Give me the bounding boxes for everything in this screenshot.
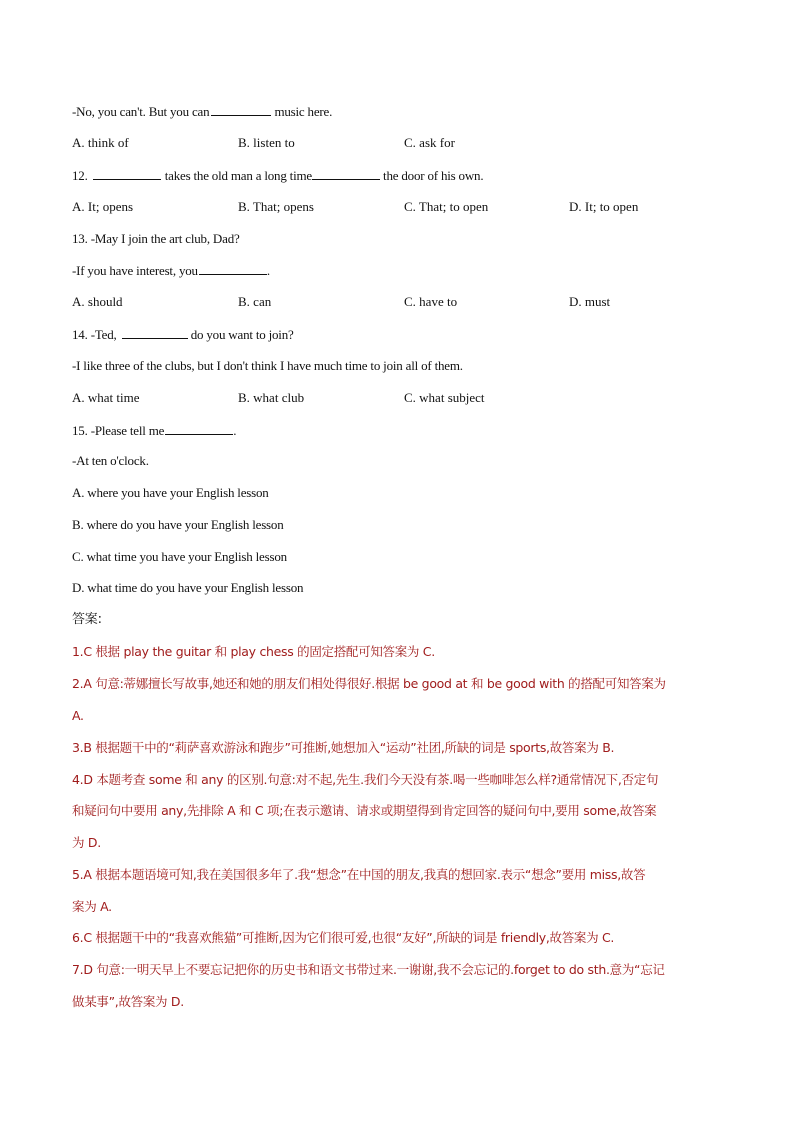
answer-line: 1.C 根据 play the guitar 和 play chess 的固定搭配可知答案为 C. — [72, 644, 435, 659]
answer-line: A. — [72, 708, 84, 723]
q13-option-a: A. should — [72, 294, 123, 309]
q13-response — [72, 262, 270, 279]
q11-option-a: A. think of — [72, 135, 129, 150]
q14-response: -I like three of the clubs, but I don't think I have much time to join all of them. — [72, 358, 463, 373]
q13-response-end: . — [266, 263, 270, 278]
q12-option-b: B. That; opens — [238, 199, 314, 214]
answer-line: 3.B 根据题干中的“莉萨喜欢游泳和跑步”可推断,她想加入“运动”社团,所缺的词是 sports,故答案为 B. — [72, 740, 615, 755]
q14-option-a: A. what time — [72, 390, 140, 405]
q13-blank — [199, 262, 267, 275]
q12-question — [72, 167, 483, 184]
q12-tail: the door of his own. — [380, 168, 484, 183]
q11-blank — [211, 103, 271, 116]
answer-line: 7.D 句意:一明天早上不要忘记把你的历史书和语文书带过来.一谢谢,我不会忘记的.forget to do sth.意为“忘记 — [72, 962, 665, 977]
q14-text-a: 14. -Ted, — [72, 327, 117, 342]
q13-option-b: B. can — [238, 294, 272, 309]
q13-response-text: -If you have interest, you — [72, 263, 198, 278]
q12-option-a: A. It; opens — [72, 199, 134, 214]
q15-text: 15. -Please tell me — [72, 423, 165, 438]
answer-line: 和疑问句中要用 any,先排除 A 和 C 项;在表示邀请、请求或期望得到肯定回答的疑问句中,要用 some,故答案 — [72, 803, 657, 818]
q15-question — [72, 422, 236, 439]
q14-question — [72, 326, 294, 343]
q11-option-c: C. ask for — [404, 135, 455, 150]
answer-line: 案为 A. — [72, 899, 112, 914]
q13-question: 13. -May I join the art club, Dad? — [72, 231, 240, 246]
answer-line: 为 D. — [72, 835, 101, 850]
q13-option-d: D. must — [569, 294, 611, 309]
q15-option-a: A. where you have your English lesson — [72, 485, 269, 500]
q13-option-c: C. have to — [404, 294, 458, 309]
q15-blank — [165, 422, 233, 435]
answer-line: 做某事”,故答案为 D. — [72, 994, 184, 1009]
q15-text-end: . — [233, 423, 237, 438]
answer-line: 2.A 句意:蒂娜擅长写故事,她还和她的朋友们相处得很好.根据 be good at 和 be good with 的搭配可知答案为 — [72, 676, 666, 691]
answer-line: 4.D 本题考查 some 和 any 的区别.句意:对不起,先生.我们今天没有茶.喝一些咖啡怎么样?通常情况下,否定句 — [72, 772, 659, 787]
q15-response: -At ten o'clock. — [72, 453, 149, 468]
q12-mid: takes the old man a long time — [164, 168, 312, 183]
q12-option-d: D. It; to open — [569, 199, 639, 214]
q11-option-b: B. listen to — [238, 135, 295, 150]
q14-blank — [122, 326, 188, 339]
answer-line: 5.A 根据本题语境可知,我在美国很多年了.我“想念”在中国的朋友,我真的想回家.表示“想念”要用 miss,故答 — [72, 867, 646, 882]
q15-option-b: B. where do you have your English lesson — [72, 517, 284, 532]
q11-text-a: -No, you can't. But you can — [72, 104, 210, 119]
q15-option-c: C. what time you have your English lesson — [72, 549, 287, 564]
q12-number: 12. — [72, 168, 88, 183]
q14-option-c: C. what subject — [404, 390, 485, 405]
q12-blank-1 — [93, 167, 161, 180]
q14-text-b: do you want to join? — [187, 327, 294, 342]
q12-option-c: C. That; to open — [404, 199, 489, 214]
q11-text-b: music here. — [271, 104, 333, 119]
q15-option-d: D. what time do you have your English lesson — [72, 580, 304, 595]
answers-label: 答案: — [72, 612, 102, 627]
q12-blank-2 — [312, 167, 380, 180]
q11-answer-line — [72, 103, 332, 120]
answer-line: 6.C 根据题干中的“我喜欢熊猫”可推断,因为它们很可爱,也很“友好”,所缺的词是 friendly,故答案为 C. — [72, 930, 615, 945]
q14-option-b: B. what club — [238, 390, 305, 405]
